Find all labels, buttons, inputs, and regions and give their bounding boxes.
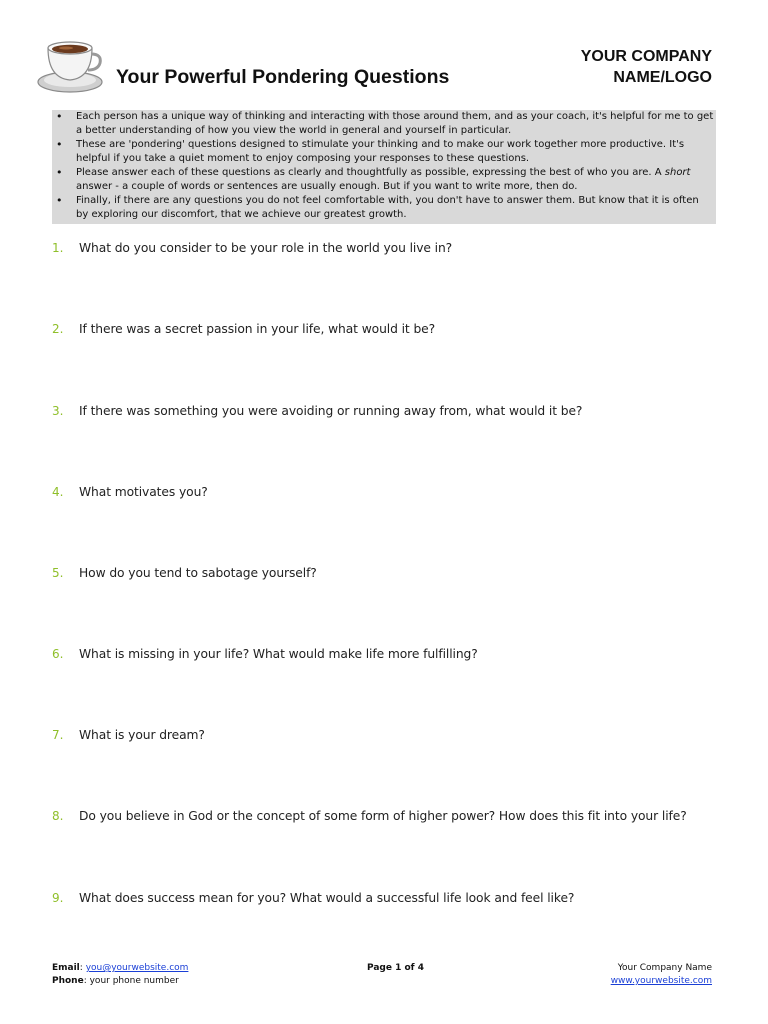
footer-contact: [52, 962, 188, 988]
footer-phone-line: Phone: your phone number: [52, 976, 179, 986]
company-line-2: NAME/LOGO: [613, 69, 712, 86]
intro-bullet: [56, 166, 714, 194]
question-number: 8.: [52, 809, 64, 823]
question-text: What motivates you?: [79, 485, 208, 499]
question-number: 9.: [52, 891, 64, 905]
intro-bullet: • These are 'pondering' questions designed to stimulate your thinking and to make our work together more productive. It's helpful if you take a quiet moment to enjoy composing your responses to these questions.: [56, 138, 714, 166]
intro-bullet-text: answer - a couple of words or sentences are usually enough. But if you want to write more, then do.: [76, 181, 578, 192]
intro-box: [52, 110, 716, 224]
question-text: What is your dream?: [79, 728, 205, 742]
question-item: [52, 805, 722, 829]
intro-emphasis: short: [664, 167, 691, 178]
question-item: [52, 481, 722, 505]
question-number: 6.: [52, 647, 64, 661]
company-line-1: YOUR COMPANY: [580, 48, 712, 65]
question-number: 3.: [52, 404, 64, 418]
email-label: Email: [52, 963, 80, 973]
question-item: [52, 237, 722, 261]
footer-email-line: Email: you@yourwebsite.com: [52, 963, 189, 973]
footer-company-name: Your Company Name: [617, 963, 712, 973]
email-link[interactable]: you@yourwebsite.com: [85, 963, 189, 973]
company-logo-placeholder: [492, 46, 712, 88]
question-item: [52, 562, 722, 586]
question-text: If there was something you were avoiding or running away from, what would it be?: [79, 404, 583, 418]
question-item: [52, 724, 722, 748]
footer-company: [611, 962, 712, 988]
intro-bullet: • Each person has a unique way of thinking and interacting with those around them, and as your coach, it's helpful for me to get a better understanding of how you view the world in general and yourself in particular.: [56, 110, 714, 138]
intro-list: [56, 110, 714, 222]
phone-value: your phone number: [89, 976, 179, 986]
intro-bullet-text: Please answer each of these questions as clearly and thoughtfully as possible, expressing the best of who you are. A: [76, 167, 665, 178]
question-item: [52, 643, 722, 667]
page-title: Your Powerful Pondering Questions: [116, 66, 450, 88]
question-text: What is missing in your life? What would make life more fulfilling?: [79, 647, 478, 661]
question-number: 5.: [52, 566, 64, 580]
coffee-cup-icon: [36, 32, 104, 94]
question-text: How do you tend to sabotage yourself?: [79, 566, 317, 580]
question-item: [52, 318, 722, 342]
phone-label: Phone: [52, 976, 84, 986]
page-number: Page 1 of 4: [367, 963, 424, 973]
question-number: 2.: [52, 322, 64, 336]
question-text: What does success mean for you? What would a successful life look and feel like?: [79, 891, 575, 905]
intro-bullet: • Finally, if there are any questions you do not feel comfortable with, you don't have to answer them. But know that it is often by exploring our discomfort, that we achieve our greatest growth.: [56, 194, 714, 222]
question-text: If there was a secret passion in your life, what would it be?: [79, 322, 436, 336]
question-number: 4.: [52, 485, 64, 499]
question-item: [52, 400, 722, 424]
question-text: Do you believe in God or the concept of some form of higher power? How does this fit into your life?: [79, 809, 687, 823]
question-number: 7.: [52, 728, 64, 742]
question-number: 1.: [52, 241, 64, 255]
question-text: What do you consider to be your role in the world you live in?: [79, 241, 453, 255]
website-link[interactable]: www.yourwebsite.com: [610, 976, 712, 986]
question-item: [52, 887, 722, 911]
